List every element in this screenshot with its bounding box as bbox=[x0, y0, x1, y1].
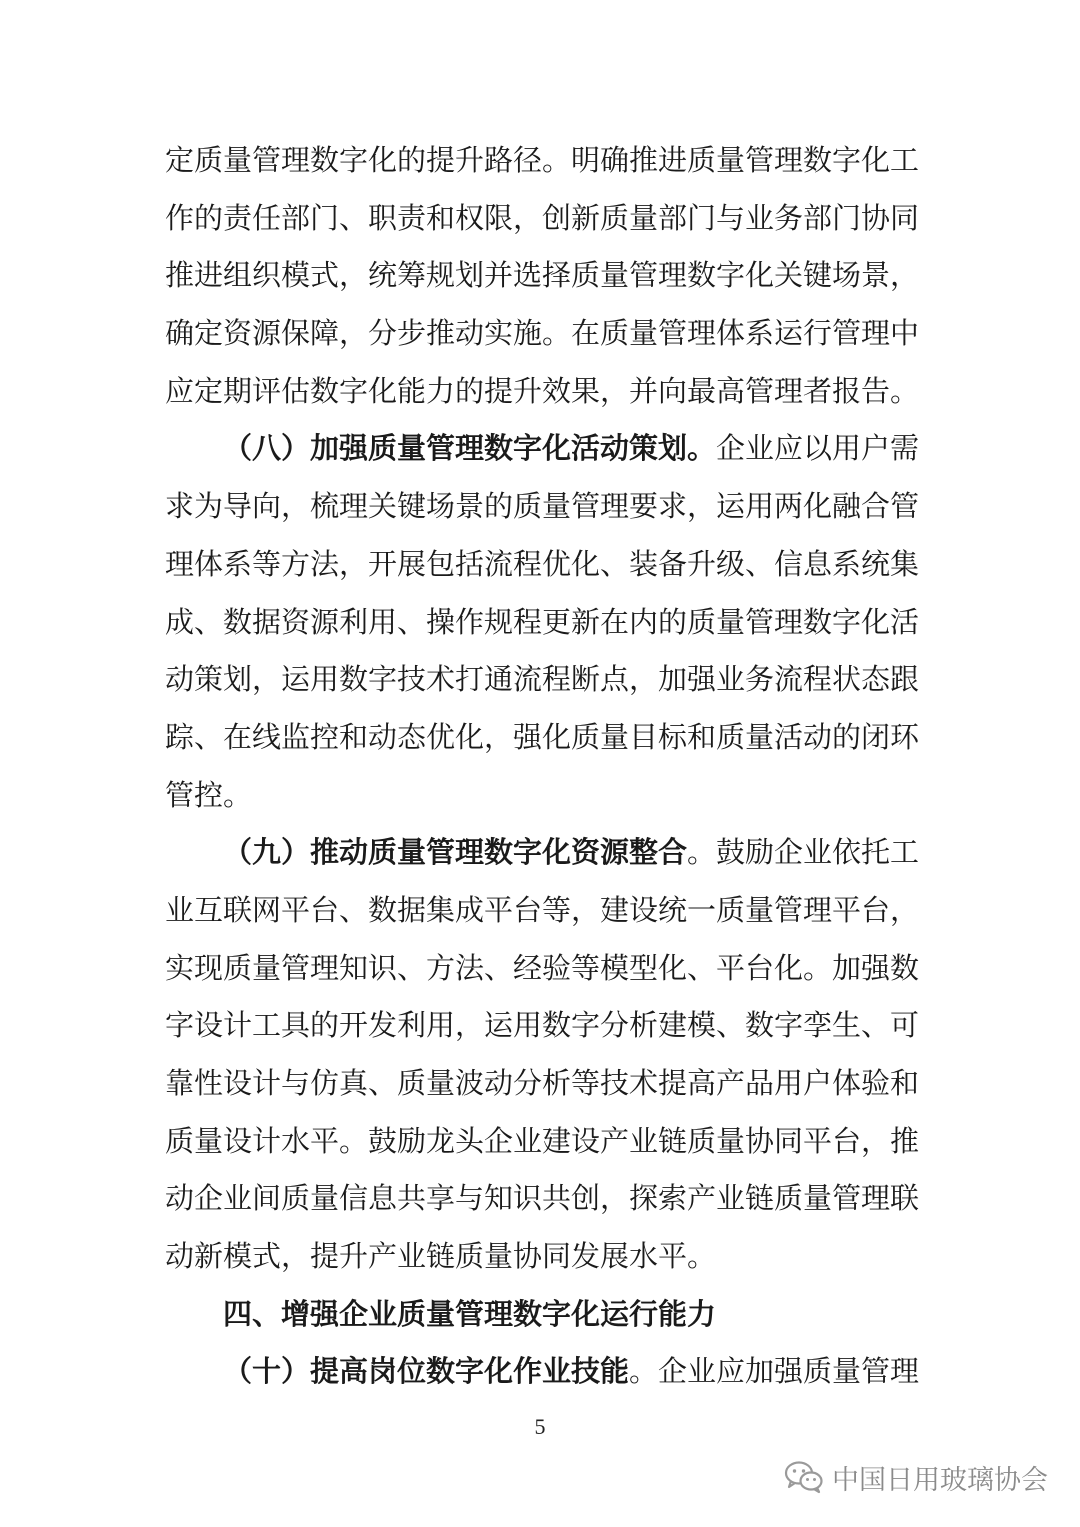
text-line: 动企业间质量信息共享与知识共创，探索产业链质量管理联 bbox=[165, 1181, 920, 1216]
text-line bbox=[165, 420, 920, 478]
text-line: 定质量管理数字化的提升路径。明确推进质量管理数字化工 bbox=[165, 143, 920, 177]
text-line: 求为导向，梳理关键场景的质量管理要求，运用两化融合管 bbox=[165, 489, 920, 524]
text-line: 理体系等方法，开展包括流程优化、装备升级、信息系统集 bbox=[165, 546, 920, 581]
text-line bbox=[165, 1343, 920, 1401]
text-line: 应定期评估数字化能力的提升效果，并向最高管理者报告。 bbox=[165, 373, 920, 408]
paragraph-continuation bbox=[165, 132, 920, 420]
text-line: 动新模式，提升产业链质量协同发展水平。 bbox=[165, 1239, 717, 1274]
paragraph-lead-heading: （十）提高岗位数字化作业技能 bbox=[223, 1354, 630, 1389]
paragraph-lead-heading: （八）加强质量管理数字化活动策划。 bbox=[223, 431, 717, 466]
text-line: 成、数据资源利用、操作规程更新在内的质量管理数字化活 bbox=[165, 604, 920, 639]
text-line: 管控。 bbox=[165, 777, 253, 812]
text-line: 作的责任部门、职责和权限，创新质量部门与业务部门协同 bbox=[165, 200, 920, 235]
text-line: 推进组织模式，统筹规划并选择质量管理数字化关键场景， bbox=[165, 258, 920, 293]
text-line: 业互联网平台、数据集成平台等，建设统一质量管理平台， bbox=[165, 892, 920, 927]
text-line: 质量设计水平。鼓励龙头企业建设产业链质量协同平台，推 bbox=[165, 1123, 920, 1158]
text-line: 动策划，运用数字技术打通流程断点，加强业务流程状态跟 bbox=[165, 662, 920, 697]
paragraph-job-skills bbox=[165, 1343, 920, 1401]
paragraph-lead-rest: 。企业应加强质量管理 bbox=[629, 1354, 920, 1389]
text-line: 确定资源保障，分步推动实施。在质量管理体系运行管理中 bbox=[165, 316, 920, 351]
text-line: 字设计工具的开发利用，运用数字分析建模、数字孪生、可 bbox=[165, 1008, 920, 1043]
watermark-text: 中国日用玻璃协会 bbox=[832, 1464, 1048, 1496]
watermark bbox=[784, 1457, 1048, 1497]
text-line: 靠性设计与仿真、质量波动分析等技术提高产品用户体验和 bbox=[165, 1066, 920, 1100]
text-line: 实现质量管理知识、方法、经验等模型化、平台化。加强数 bbox=[165, 950, 920, 985]
paragraph-lead-heading: （九）推动质量管理数字化资源整合 bbox=[223, 835, 688, 870]
paragraph-lead-rest: 企业应以用户需 bbox=[716, 431, 920, 466]
document-body bbox=[165, 132, 920, 1401]
text-line: 踪、在线监控和动态优化，强化质量目标和质量活动的闭环 bbox=[165, 719, 920, 754]
wechat-icon bbox=[784, 1460, 824, 1494]
paragraph-resource-integration bbox=[165, 824, 920, 1286]
text-line bbox=[165, 824, 920, 882]
paragraph-activity-planning bbox=[165, 420, 920, 824]
page-number: 5 bbox=[534, 1414, 546, 1439]
paragraph-lead-rest: 。鼓励企业依托工 bbox=[687, 835, 920, 870]
section-heading: 四、增强企业质量管理数字化运行能力 bbox=[223, 1296, 717, 1331]
